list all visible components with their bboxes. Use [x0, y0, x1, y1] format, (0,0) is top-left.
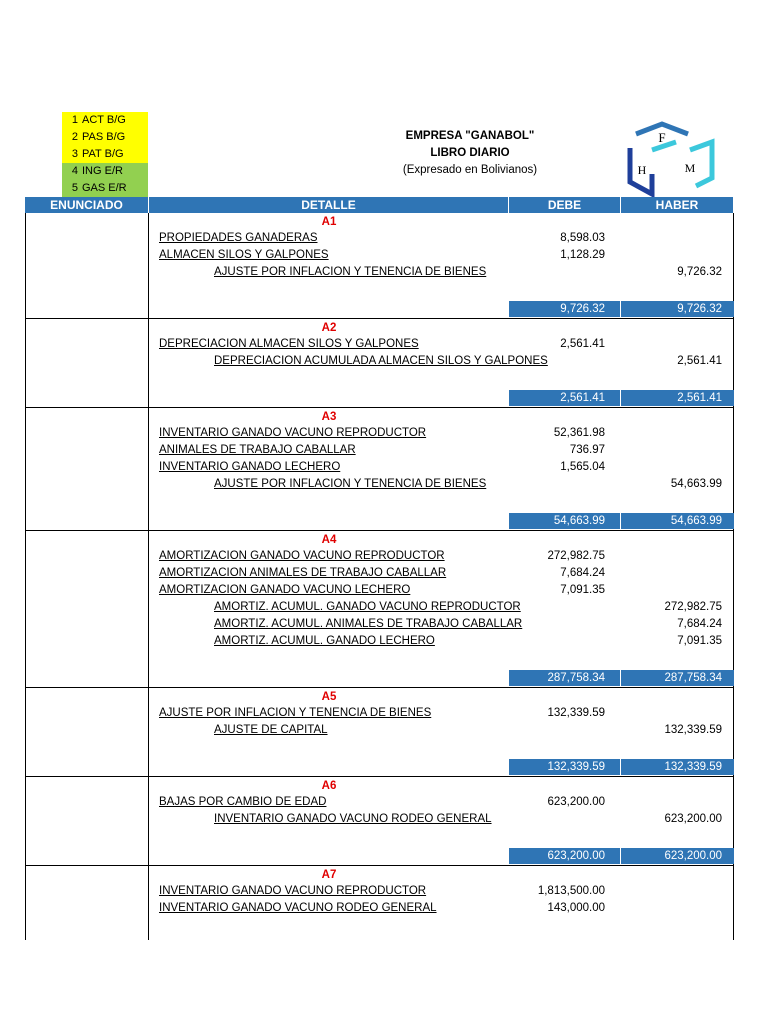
entry-line [25, 442, 734, 459]
logo-letter-h: H [637, 163, 647, 177]
debe-amount: 623,200.00 [547, 796, 605, 808]
total-haber: 287,758.34 [664, 672, 722, 684]
entry-total-row [509, 759, 734, 775]
journal-entry [25, 213, 734, 319]
credit-account: INVENTARIO GANADO VACUNO RODEO GENERAL [214, 813, 492, 825]
debit-account: AMORTIZACION ANIMALES DE TRABAJO CABALLAR [159, 567, 447, 579]
debit-account: BAJAS POR CAMBIO DE EDAD [159, 796, 327, 808]
legend-number: 4 [71, 165, 78, 177]
journal-entry [25, 866, 734, 940]
entry-code: A7 [321, 869, 337, 881]
entry-line [25, 336, 734, 353]
debit-account: AJUSTE POR INFLACION Y TENENCIA DE BIENES [159, 707, 432, 719]
journal-entry [25, 319, 734, 408]
entry-line [25, 476, 734, 493]
entry-line [25, 599, 734, 616]
column-header-debe: DEBE [509, 197, 621, 213]
legend-row [62, 180, 148, 197]
entry-line [25, 883, 734, 900]
legend-row [62, 112, 148, 129]
legend-row [62, 163, 148, 180]
entry-total-row [509, 513, 734, 529]
legend-number: 1 [71, 114, 78, 126]
entry-line [25, 633, 734, 650]
debit-account: ANIMALES DE TRABAJO CABALLAR [159, 444, 356, 456]
credit-account: DEPRECIACION ACUMULADA ALMACEN SILOS Y GALPONES [214, 355, 548, 367]
credit-account: AJUSTE POR INFLACION Y TENENCIA DE BIENES [214, 266, 487, 278]
debit-account: DEPRECIACION ALMACEN SILOS Y GALPONES [159, 338, 419, 350]
column-header-enunciado: ENUNCIADO [25, 197, 149, 213]
entry-line [25, 425, 734, 442]
column-header-detalle: DETALLE [149, 197, 509, 213]
total-debe: 54,663.99 [553, 515, 605, 527]
total-debe: 9,726.32 [560, 303, 605, 315]
haber-amount: 9,726.32 [677, 266, 722, 278]
legend-number: 3 [71, 148, 78, 160]
total-haber: 2,561.41 [677, 392, 722, 404]
entry-line [25, 353, 734, 370]
debe-amount: 272,982.75 [547, 550, 605, 562]
credit-account: AMORTIZ. ACUMUL. GANADO LECHERO [214, 635, 435, 647]
journal-entry [25, 408, 734, 531]
debit-account: AMORTIZACION GANADO VACUNO REPRODUCTOR [159, 550, 445, 562]
haber-amount: 2,561.41 [677, 355, 722, 367]
entry-line [25, 582, 734, 599]
total-debe: 623,200.00 [547, 850, 605, 862]
entry-code: A3 [321, 411, 337, 423]
entry-line [25, 616, 734, 633]
entry-line [25, 247, 734, 264]
legend-label: ING E/R [82, 165, 123, 177]
logo-letter-m: M [684, 161, 696, 175]
legend-number: 2 [71, 131, 78, 143]
entry-line [25, 459, 734, 476]
debit-account: INVENTARIO GANADO VACUNO RODEO GENERAL [159, 902, 437, 914]
debe-amount: 7,684.24 [560, 567, 605, 579]
entry-line [25, 565, 734, 582]
debe-amount: 8,598.03 [560, 232, 605, 244]
debe-amount: 2,561.41 [560, 338, 605, 350]
debe-amount: 52,361.98 [553, 427, 605, 439]
entry-total-row [509, 301, 734, 317]
legend-row [62, 146, 148, 163]
credit-account: AMORTIZ. ACUMUL. GANADO VACUNO REPRODUCTOR [214, 601, 521, 613]
entry-code: A5 [321, 691, 337, 703]
debe-amount: 143,000.00 [547, 902, 605, 914]
entry-line [25, 548, 734, 565]
credit-account: AMORTIZ. ACUMUL. ANIMALES DE TRABAJO CABALLAR [214, 618, 523, 630]
debe-amount: 7,091.35 [560, 584, 605, 596]
hfm-cube-logo [622, 120, 718, 200]
entry-line [25, 264, 734, 281]
total-debe: 2,561.41 [560, 392, 605, 404]
credit-account: AJUSTE POR INFLACION Y TENENCIA DE BIENES [214, 478, 487, 490]
entry-line [25, 705, 734, 722]
credit-account: AJUSTE DE CAPITAL [214, 724, 328, 736]
debit-account: AMORTIZACION GANADO VACUNO LECHERO [159, 584, 411, 596]
entry-code: A4 [321, 534, 337, 546]
entry-line [25, 811, 734, 828]
book-title: LIBRO DIARIO [430, 147, 510, 159]
logo-letter-f: F [658, 130, 666, 145]
haber-amount: 7,091.35 [677, 635, 722, 647]
report-header [360, 128, 580, 179]
entry-line [25, 230, 734, 247]
company-name: EMPRESA "GANABOL" [405, 130, 535, 142]
total-haber: 54,663.99 [670, 515, 722, 527]
debit-account: INVENTARIO GANADO LECHERO [159, 461, 341, 473]
entry-code: A6 [321, 780, 337, 792]
debit-account: ALMACEN SILOS Y GALPONES [159, 249, 329, 261]
entry-line [25, 722, 734, 739]
debe-amount: 132,339.59 [547, 707, 605, 719]
debe-amount: 1,565.04 [560, 461, 605, 473]
entry-total-row [509, 670, 734, 686]
legend-label: PAS B/G [82, 131, 126, 143]
haber-amount: 54,663.99 [670, 478, 722, 490]
entry-code: A1 [321, 216, 337, 228]
entry-total-row [509, 848, 734, 864]
entry-line [25, 794, 734, 811]
total-debe: 287,758.34 [547, 672, 605, 684]
currency-note: (Expresado en Bolivianos) [402, 164, 538, 176]
debe-amount: 1,128.29 [560, 249, 605, 261]
legend-number: 5 [71, 182, 78, 194]
journal-table-header [25, 197, 734, 213]
legend-label: ACT B/G [82, 114, 126, 126]
entry-total-row [509, 390, 734, 406]
haber-amount: 623,200.00 [664, 813, 722, 825]
journal-entry [25, 531, 734, 688]
haber-amount: 132,339.59 [664, 724, 722, 736]
haber-amount: 272,982.75 [664, 601, 722, 613]
journal-entries [25, 213, 734, 914]
legend-label: GAS E/R [82, 182, 127, 194]
journal-entry [25, 777, 734, 866]
legend-label: PAT B/G [82, 148, 124, 160]
debe-amount: 736.97 [569, 444, 605, 456]
debit-account: INVENTARIO GANADO VACUNO REPRODUCTOR [159, 427, 427, 439]
entry-code: A2 [321, 322, 337, 334]
total-debe: 132,339.59 [547, 761, 605, 773]
debe-amount: 1,813,500.00 [537, 885, 605, 897]
column-header-haber: HABER [621, 197, 734, 213]
haber-amount: 7,684.24 [677, 618, 722, 630]
journal-entry [25, 688, 734, 777]
debit-account: PROPIEDADES GANADERAS [159, 232, 318, 244]
total-haber: 623,200.00 [664, 850, 722, 862]
entry-line [25, 900, 734, 917]
total-haber: 9,726.32 [677, 303, 722, 315]
account-type-legend [62, 112, 148, 197]
total-haber: 132,339.59 [664, 761, 722, 773]
debit-account: INVENTARIO GANADO VACUNO REPRODUCTOR [159, 885, 427, 897]
legend-row [62, 129, 148, 146]
